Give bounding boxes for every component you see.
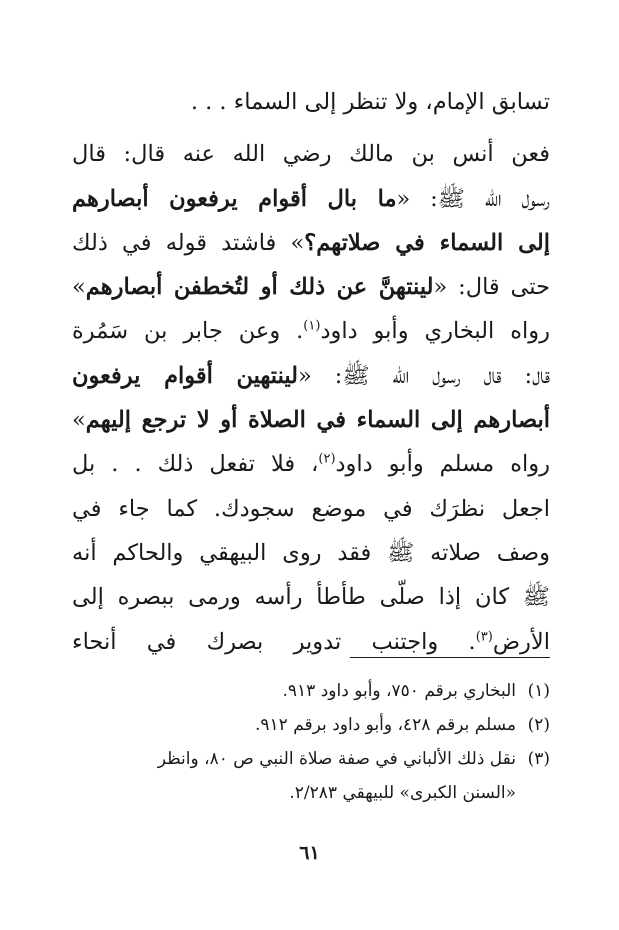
footnote-reference: (٣) — [475, 629, 493, 645]
text-segment: . واجتنب تدوير بصرك في أنحاء — [72, 628, 476, 655]
footnote-number: (٣) — [527, 749, 550, 769]
footnote-text — [72, 674, 516, 708]
footnote — [72, 674, 550, 708]
text-line — [72, 265, 550, 309]
paragraph-gap — [72, 124, 550, 132]
text-segment: رسول الله ﷺ: « — [396, 185, 550, 212]
footnote-separator — [350, 657, 550, 658]
text-line — [72, 309, 550, 353]
hadith-quote: لينتهين أقوام يرفعون — [72, 362, 299, 389]
footnote-line: «السنن الكبرى» للبيهقي ٢/٢٨٣. — [289, 783, 516, 803]
hadith-quote: إلى السماء في صلاتهم؟ — [304, 229, 550, 256]
hadith-quote: ما بال أقوام يرفعون أبصارهم — [72, 185, 397, 212]
hadith-quote: لينتهنَّ عن ذلك أو لتُخطفن أبصارهم — [85, 274, 434, 301]
footnote — [72, 742, 550, 810]
text-segment: تسابق الإمام، ولا تنظر إلى السماء . . . — [190, 89, 550, 115]
text-segment: » فاشتد قوله في ذلك — [72, 229, 305, 256]
footnote-reference: (٢) — [318, 451, 336, 467]
text-line — [72, 487, 550, 531]
text-segment: رواه البخاري وأبو داود — [320, 318, 550, 345]
page-number: ٦١ — [299, 842, 320, 864]
text-segment: الأرض — [492, 628, 550, 655]
text-line — [72, 177, 550, 221]
hadith-quote: أبصارهم إلى السماء في الصلاة أو لا ترجع إليهم — [85, 407, 550, 434]
text-segment: اجعل نظرَك في موضع سجودك. كما جاء في — [72, 495, 550, 522]
footnote-text — [72, 708, 516, 742]
text-line — [72, 442, 550, 486]
text-line — [72, 575, 550, 619]
text-segment: رواه مسلم وأبو داود — [335, 451, 550, 478]
text-segment: قال: قال رسول الله ﷺ: « — [298, 362, 550, 389]
text-line — [72, 354, 550, 398]
text-line — [72, 398, 550, 442]
footnote-line: نقل ذلك الألباني في صفة صلاة النبي ص ٨٠، وانظر — [157, 749, 516, 769]
text-segment: » — [72, 274, 86, 301]
text-segment: ، فلا تفعل ذلك . . بل — [72, 451, 319, 478]
text-segment: ﷺ كان إذا صلّى طأطأ رأسه ورمى ببصره إلى — [72, 584, 550, 611]
footnote-reference: (١) — [303, 318, 321, 334]
footnote-text — [72, 742, 516, 810]
text-segment: . وعن جابر بن سَمُرة — [72, 318, 304, 345]
footnote-number: (١) — [527, 681, 550, 701]
text-segment: حتى قال: « — [433, 274, 550, 301]
text-segment: وصف صلاته ﷺ فقد روى البيهقي والحاكم أنه — [72, 539, 550, 566]
footnotes — [72, 674, 550, 810]
text-line — [72, 132, 550, 176]
text-segment: » — [72, 407, 86, 434]
text-segment: فعن أنس بن مالك رضي الله عنه قال: قال — [72, 141, 550, 168]
text-line — [72, 531, 550, 575]
footnote — [72, 708, 550, 742]
footnote-number: (٢) — [527, 715, 550, 735]
footnote-line: مسلم برقم ٤٢٨، وأبو داود برقم ٩١٢. — [255, 715, 516, 735]
main-text — [72, 80, 550, 664]
text-line — [72, 80, 550, 124]
text-line — [72, 221, 550, 265]
footnote-line: البخاري برقم ٧٥٠، وأبو داود ٩١٣. — [282, 681, 516, 701]
